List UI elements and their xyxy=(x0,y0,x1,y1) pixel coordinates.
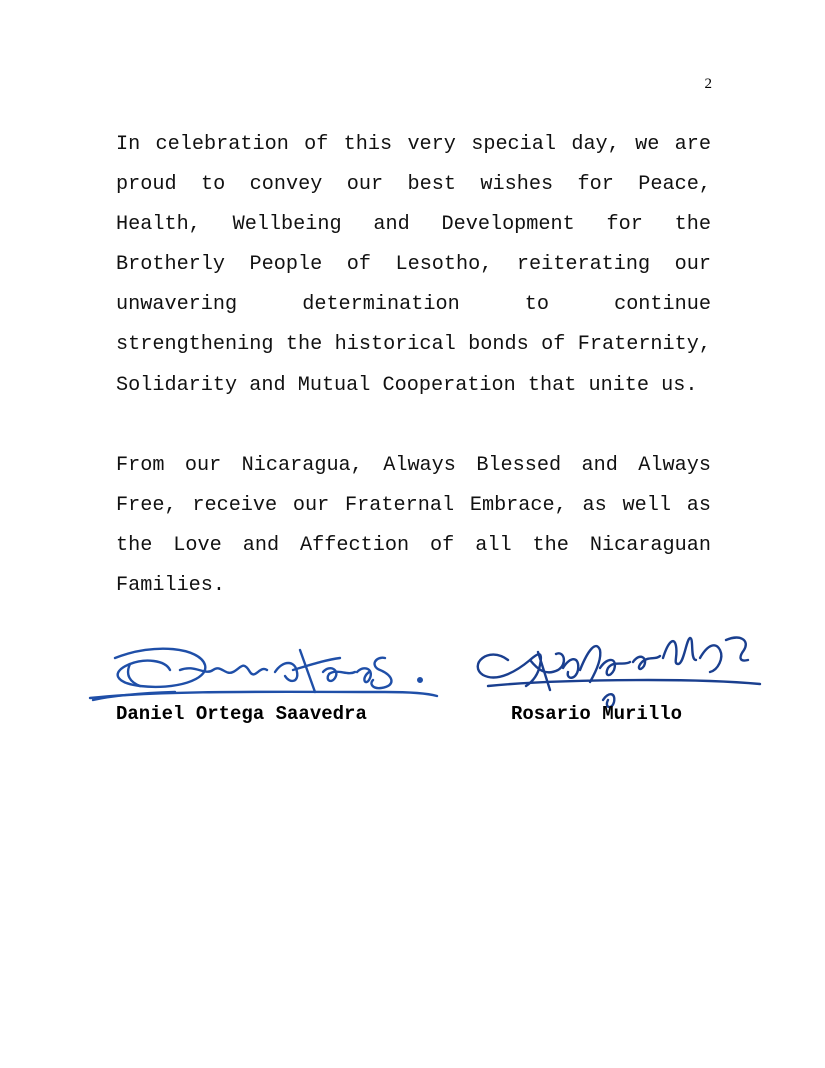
signer-name-daniel-ortega: Daniel Ortega Saavedra xyxy=(116,703,367,725)
page-number: 2 xyxy=(704,76,712,92)
paragraph-embrace: From our Nicaragua, Always Blessed and Always Free, receive our Fraternal Embrace, as well as the Love and Affection of all the Nicaraguan Families. xyxy=(116,454,711,598)
paragraph-celebration: In celebration of this very special day, we are proud to convey our best wishes for Peace, Health, Wellbeing and Development for the Brotherly People of Lesotho, reiterating our unwavering determination to continue strengthening the historical bonds of Fraternity, Solidarity and Mutual Cooperation that unite us. xyxy=(116,133,711,397)
signer-name-rosario-murillo: Rosario Murillo xyxy=(511,703,683,725)
